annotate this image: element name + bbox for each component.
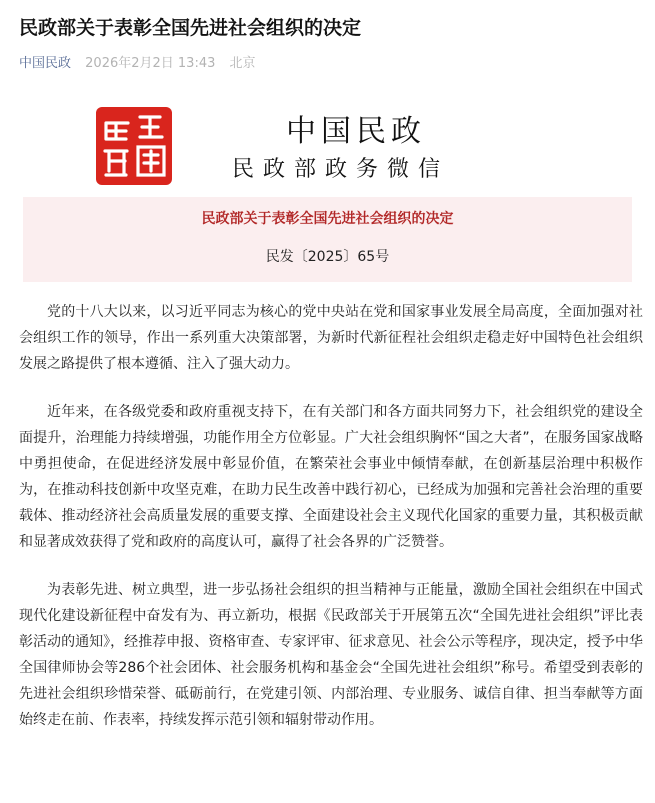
paragraph: 近年来，在各级党委和政府重视支持下，在有关部门和各方面共同努力下，社会组织党的建设全面提升，治理能力持续增强，功能作用全方位彰显。广大社会组织胸怀“国之大者”，在服务国家战略中勇担使命，在促进经济发展中彰显价值，在繁荣社会事业中倾情奉献，在创新基层治理中积极作为，在推动科技创新中攻坚克难，在助力民生改善中践行初心，已经成为加强和完善社会治理的重要载体、推动经济社会高质量发展的重要支撑、全面建设社会主义现代化国家的重要力量，其积极贡献和显著成效获得了党和政府的高度认可，赢得了社会各界的广泛赞誉。	[19, 404, 643, 550]
publish-time: 2026年2月2日 13:43	[85, 56, 216, 71]
paragraph: 为表彰先进、树立典型，进一步弘扬社会组织的担当精神与正能量，激励全国社会组织在中国式现代化建设新征程中奋发有为、再立新功，根据《民政部关于开展第五次“全国先进社会组织”评比表彰活动的通知》，经推荐申报、资格审查、专家评审、征求意见、社会公示等程序，现决定，授予中华全国律师协会等286个社会团体、社会服务机构和基金会“全国先进社会组织”称号。希望受到表彰的先进社会组织珍惜荣誉、砥砺前行，在党建引领、内部治理、专业服务、诚信自律、担当奉献等方面始终走在前、作表率，持续发挥示范引领和辐射带动作用。	[19, 582, 643, 728]
brand-name: 中国民政	[286, 114, 426, 149]
article-meta	[19, 55, 256, 73]
document-number: 民发〔2025〕65号	[265, 249, 390, 265]
decision-header-box	[23, 197, 632, 282]
header-banner-image	[96, 107, 576, 187]
decision-title: 民政部关于表彰全国先进社会组织的决定	[201, 211, 454, 227]
brand-subtitle: 民政部政务微信	[232, 157, 450, 182]
source-account-link[interactable]: 中国民政	[19, 56, 72, 71]
article-body	[19, 299, 643, 755]
publish-location: 北京	[229, 56, 256, 71]
seal-logo-icon	[96, 107, 172, 185]
article-title: 民政部关于表彰全国先进社会组织的决定	[19, 17, 362, 39]
paragraph: 党的十八大以来，以习近平同志为核心的党中央站在党和国家事业发展全局高度，全面加强对社会组织工作的领导，作出一系列重大决策部署，为新时代新征程社会组织走稳走好中国特色社会组织发展之路提供了根本遵循、注入了强大动力。	[19, 304, 643, 372]
